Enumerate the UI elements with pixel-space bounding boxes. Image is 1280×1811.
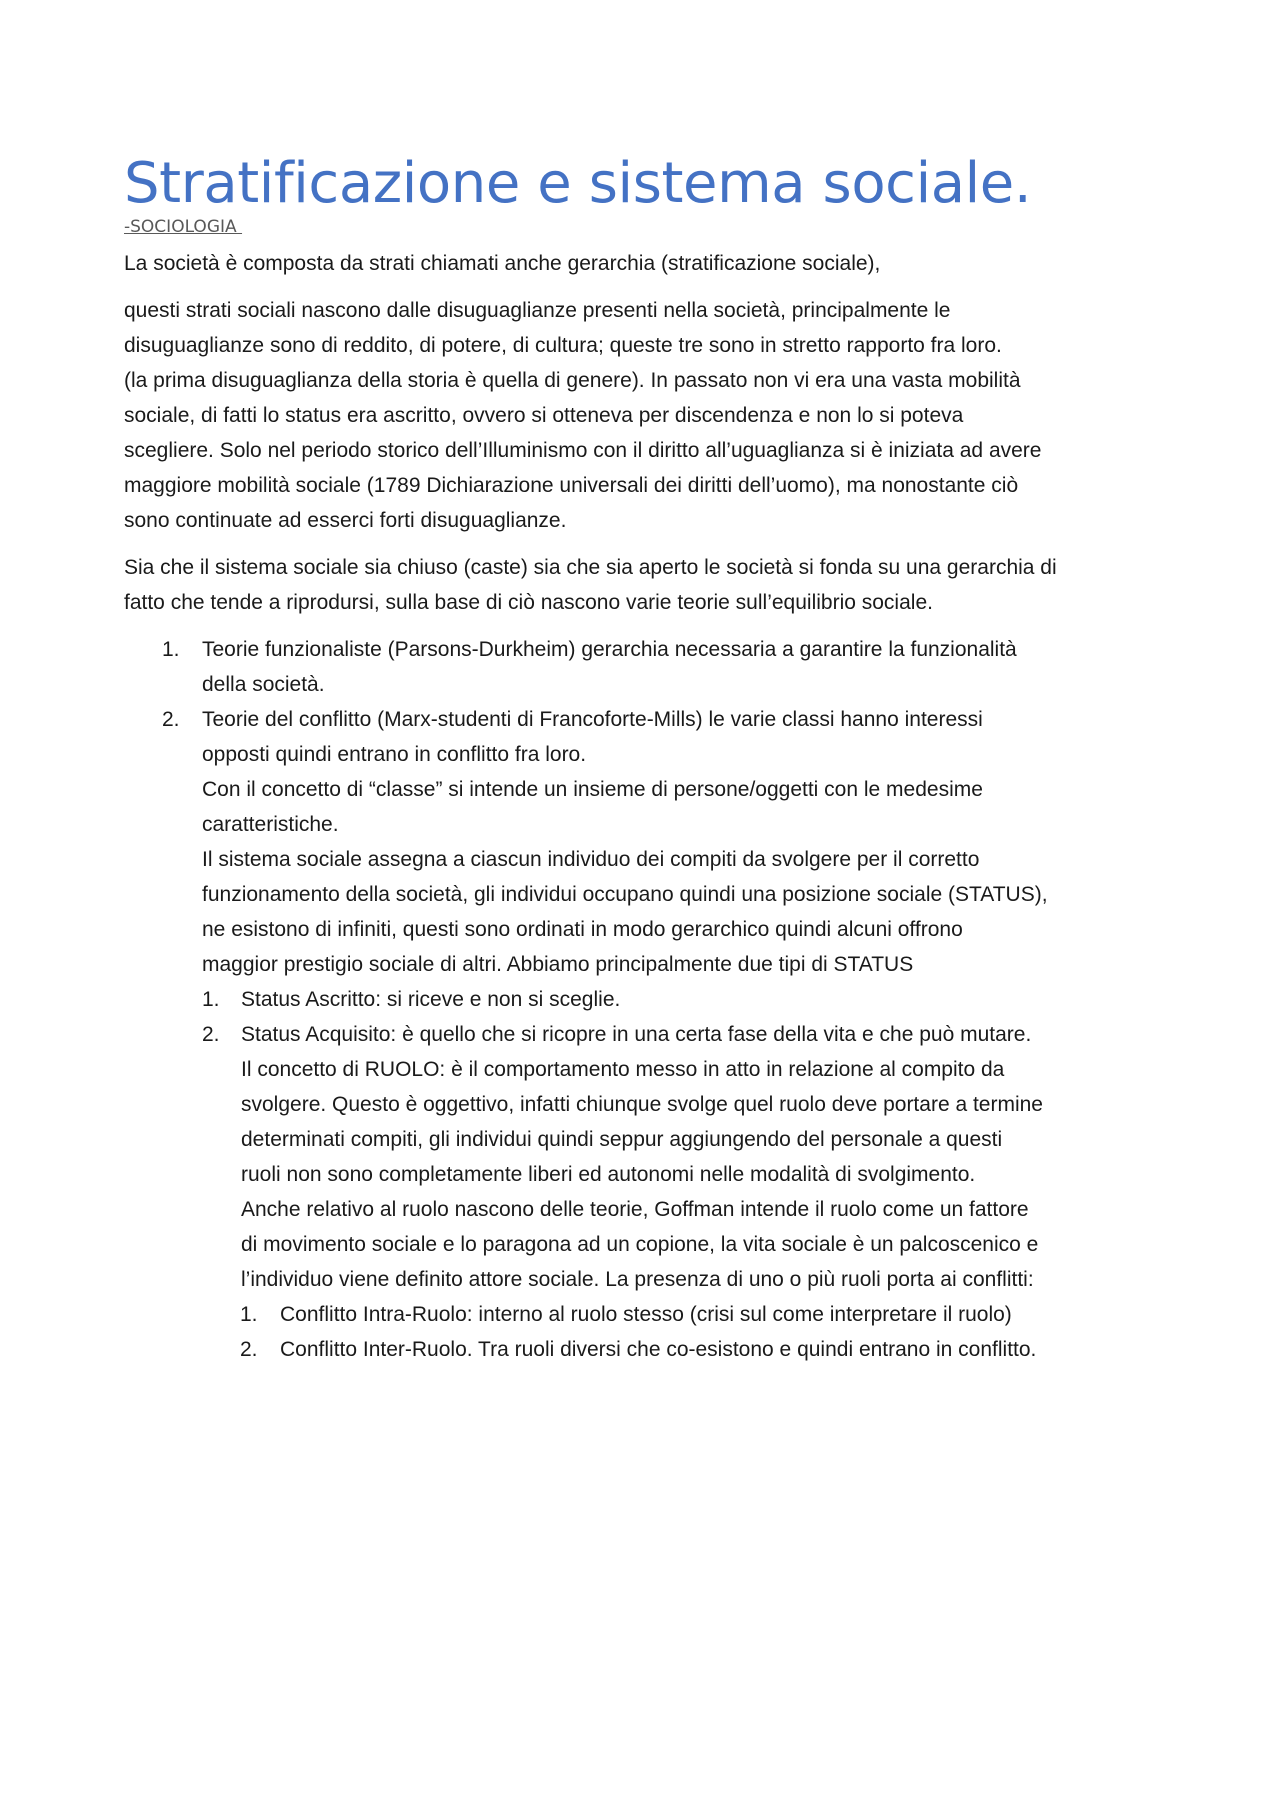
text-line: maggior prestigio sociale di altri. Abbiamo principalmente due tipi di STATUS bbox=[202, 953, 914, 976]
text-line: Status Ascritto: si riceve e non si sceglie. bbox=[241, 988, 621, 1011]
paragraph bbox=[124, 246, 1184, 281]
list-item bbox=[124, 1017, 1184, 1297]
text-line: fatto che tende a riprodursi, sulla base di ciò nascono varie teorie sull’equilibrio sociale. bbox=[124, 591, 933, 614]
text-line: Il concetto di RUOLO: è il comportamento messo in atto in relazione al compito da bbox=[241, 1058, 1005, 1081]
text-line: sono continuate ad esserci forti disuguaglianze. bbox=[124, 509, 567, 532]
text-line: Sia che il sistema sociale sia chiuso (caste) sia che sia aperto le società si fonda su una gerarchia di bbox=[124, 556, 1057, 579]
list-number: 1. bbox=[240, 1303, 258, 1326]
text-line: Status Acquisito: è quello che si ricopre in una certa fase della vita e che può mutare. bbox=[241, 1023, 1032, 1046]
list-number: 2. bbox=[162, 708, 180, 731]
list-number: 2. bbox=[202, 1023, 220, 1046]
list-number: 1. bbox=[162, 638, 180, 661]
list-item bbox=[124, 632, 1184, 702]
text-line: disuguaglianze sono di reddito, di potere, di cultura; queste tre sono in stretto rapporto fra loro. bbox=[124, 334, 1002, 357]
text-line: opposti quindi entrano in conflitto fra loro. bbox=[202, 743, 587, 766]
paragraph bbox=[124, 293, 1184, 538]
text-line: Teorie funzionaliste (Parsons-Durkheim) gerarchia necessaria a garantire la funzionalità bbox=[202, 638, 1017, 661]
list-number: 1. bbox=[202, 988, 220, 1011]
text-line: scegliere. Solo nel periodo storico dell’Illuminismo con il diritto all’uguaglianza si è iniziata ad avere bbox=[124, 439, 1042, 462]
text-line: Conflitto Intra-Ruolo: interno al ruolo stesso (crisi sul come interpretare il ruolo) bbox=[280, 1303, 1012, 1326]
text-line: caratteristiche. bbox=[202, 813, 339, 836]
text-line: ruoli non sono completamente liberi ed autonomi nelle modalità di svolgimento. bbox=[241, 1163, 976, 1186]
numbered-list bbox=[124, 632, 1184, 1367]
text-line: questi strati sociali nascono dalle disuguaglianze presenti nella società, principalmente le bbox=[124, 299, 951, 322]
text-line: La società è composta da strati chiamati anche gerarchia (stratificazione sociale), bbox=[124, 252, 881, 275]
text-line: (la prima disuguaglianza della storia è quella di genere). In passato non vi era una vasta mobilità bbox=[124, 369, 1021, 392]
text-line: di movimento sociale e lo paragona ad un copione, la vita sociale è un palcoscenico e bbox=[241, 1233, 1039, 1256]
list-item bbox=[124, 982, 1184, 1017]
list-item bbox=[124, 702, 1184, 982]
text-line: funzionamento della società, gli individui occupano quindi una posizione sociale (STATUS), bbox=[202, 883, 1048, 906]
text-line: Con il concetto di “classe” si intende un insieme di persone/oggetti con le medesime bbox=[202, 778, 983, 801]
text-line: Il sistema sociale assegna a ciascun individuo dei compiti da svolgere per il corretto bbox=[202, 848, 980, 871]
list-item bbox=[124, 1297, 1184, 1332]
text-line: della società. bbox=[202, 673, 325, 696]
list-item bbox=[124, 1332, 1184, 1367]
text-line: determinati compiti, gli individui quindi seppur aggiungendo del personale a questi bbox=[241, 1128, 1003, 1151]
document-body bbox=[124, 150, 1184, 1367]
text-line: l’individuo viene definito attore sociale. La presenza di uno o più ruoli porta ai conflitti: bbox=[241, 1268, 1034, 1291]
document-subtitle: -SOCIOLOGIA bbox=[124, 217, 243, 237]
text-line: maggiore mobilità sociale (1789 Dichiarazione universali dei diritti dell’uomo), ma nonostante ciò bbox=[124, 474, 1019, 497]
text-line: Conflitto Inter-Ruolo. Tra ruoli diversi che co-esistono e quindi entrano in conflitto. bbox=[280, 1338, 1037, 1361]
text-line: sociale, di fatti lo status era ascritto, ovvero si otteneva per discendenza e non lo si poteva bbox=[124, 404, 964, 427]
paragraph bbox=[124, 550, 1184, 620]
text-line: svolgere. Questo è oggettivo, infatti chiunque svolge quel ruolo deve portare a termine bbox=[241, 1093, 1043, 1116]
list-number: 2. bbox=[240, 1338, 258, 1361]
text-line: Teorie del conflitto (Marx-studenti di Francoforte-Mills) le varie classi hanno interessi bbox=[202, 708, 983, 731]
text-line: ne esistono di infiniti, questi sono ordinati in modo gerarchico quindi alcuni offrono bbox=[202, 918, 963, 941]
text-line: Anche relativo al ruolo nascono delle teorie, Goffman intende il ruolo come un fattore bbox=[241, 1198, 1029, 1221]
document-title: Stratificazione e sistema sociale. bbox=[124, 151, 1032, 216]
